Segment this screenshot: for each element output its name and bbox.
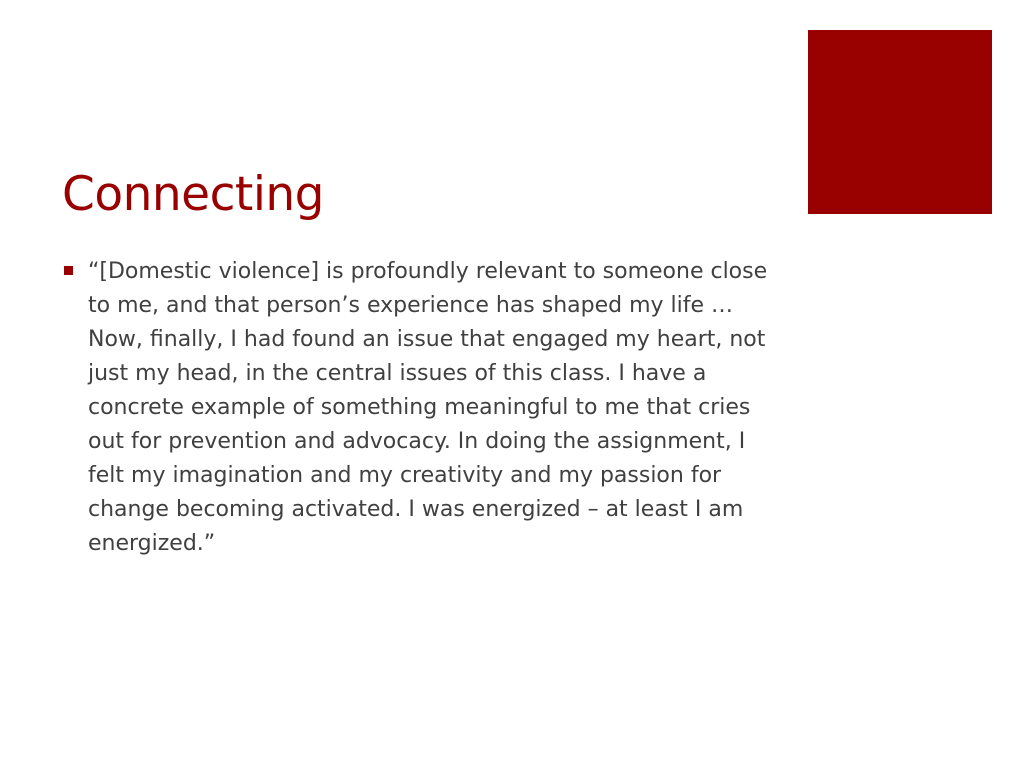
quote-text: “[Domestic violence] is profoundly relevant to someone close to me, and that person’s experience has shaped my life … Now, finally, I had found an issue that engaged my heart, not just my head, in the central issues of this class. I have a concrete example of something meaningful to me that cries out for prevention and advocacy. In doing the assignment, I felt my imagination and my creativity and my passion for change becoming activated. I was energized – at least I am energized.” bbox=[88, 259, 768, 556]
bullet-item bbox=[62, 255, 782, 561]
slide-title: Connecting bbox=[62, 167, 325, 222]
square-bullet-icon bbox=[64, 266, 73, 275]
accent-block bbox=[808, 30, 992, 214]
bullet-list bbox=[62, 255, 782, 561]
